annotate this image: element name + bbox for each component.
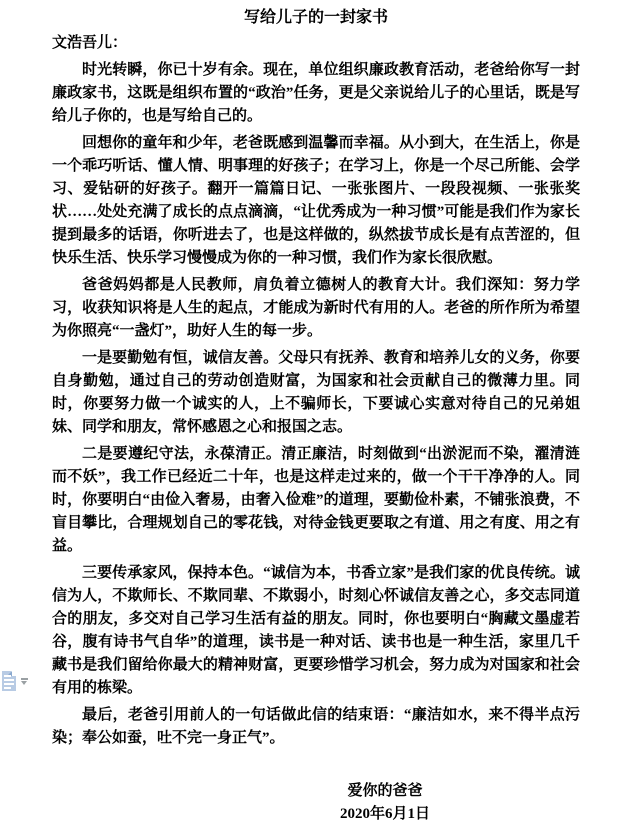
letter-paragraph: 爸爸妈妈都是人民教师，肩负着立德树人的教育大计。我们深知：努力学习，收获知识将是人生的起点，才能成为新时代有用的人。老爸的所作所为希望为你照亮“一盏灯”，助好人生的每一步。	[52, 277, 580, 339]
letter-salutation: 文浩吾儿：	[52, 35, 128, 51]
letter-paragraph: 最后，老爸引用前人的一句话做此信的结束语：“廉洁如水，来不得半点污染；奉公如蚕，吐不完一身正气”。	[52, 707, 580, 746]
letter-title: 写给儿子的一封家书	[243, 9, 388, 26]
letter-paragraph: 回想你的童年和少年，老爸既感到温馨而幸福。从小到大，在生活上，你是一个乖巧听话、懂人情、明事理的好孩子；在学习上，你是一个尽己所能、会学习、爱钻研的好孩子。翻开一篇篇日记、一张张图片、一段段视频、一张张奖状……处处充满了成长的点点滴滴，“让优秀成为一种习惯”可能是我们作为家长提到最多的话语，你听进去了，也是这样做的，纵然拔节成长是有点苦涩的，但快乐生活、快乐学习慢慢成为你的一种习惯，我们作为家长很欣慰。	[52, 135, 580, 266]
signature-block	[52, 780, 580, 826]
clipboard-paste-icon	[2, 671, 16, 691]
chevron-down-icon[interactable]	[21, 678, 29, 686]
letter-paragraph: 一是要勤勉有恒，诚信友善。父母只有抚养、教育和培养儿女的义务，你要自身勤勉，通过自己的劳动创造财富，为国家和社会贡献自己的微薄力里。同时，你要努力做一个诚实的人，上不骗师长，下要诚心实意对待自己的兄弟姐妹、同学和朋友，常怀感恩之心和报国之志。	[52, 350, 580, 435]
letter-signature: 爱你的爸爸	[347, 783, 423, 799]
paste-options-button[interactable]	[2, 671, 32, 693]
letter-paragraph: 二是要遵纪守法，永葆清正。清正廉洁，时刻做到“出淤泥而不染，濯清涟而不妖”，我工作已经近二十年，也是这样走过来的，做一个干干净净的人。同时，你要明白“由俭入奢易，由奢入俭难”的道理，要勤俭朴素，不铺张浪费，不盲目攀比，合理规划自己的零花钱，对待金钱更要取之有道、用之有度、用之有益。	[52, 446, 580, 554]
letter-paragraph: 三要传承家风，保持本色。“诚信为本，书香立家”是我们家的优良传统。诚信为人，不欺师长、不欺同辈、不欺弱小，时刻心怀诚信友善之心，多交志同道合的朋友，多交对自己学习生活有益的朋友。同时，你也要明白“胸藏文墨虚若谷，腹有诗书气自华”的道理，读书是一种对话、读书也是一种生活，家里几千藏书是我们留给你最大的精神财富，更要珍惜学习机会，努力成为对国家和社会有用的栋梁。	[52, 565, 580, 696]
letter-paragraph: 时光转瞬，你已十岁有余。现在，单位组织廉政教育活动，老爸给你写一封廉政家书，这既是组织布置的“政治”任务，更是父亲说给儿子的心里话，既是写给儿子你的，也是写给自己的。	[52, 62, 580, 124]
letter-date: 2020年6月1日	[339, 806, 430, 822]
